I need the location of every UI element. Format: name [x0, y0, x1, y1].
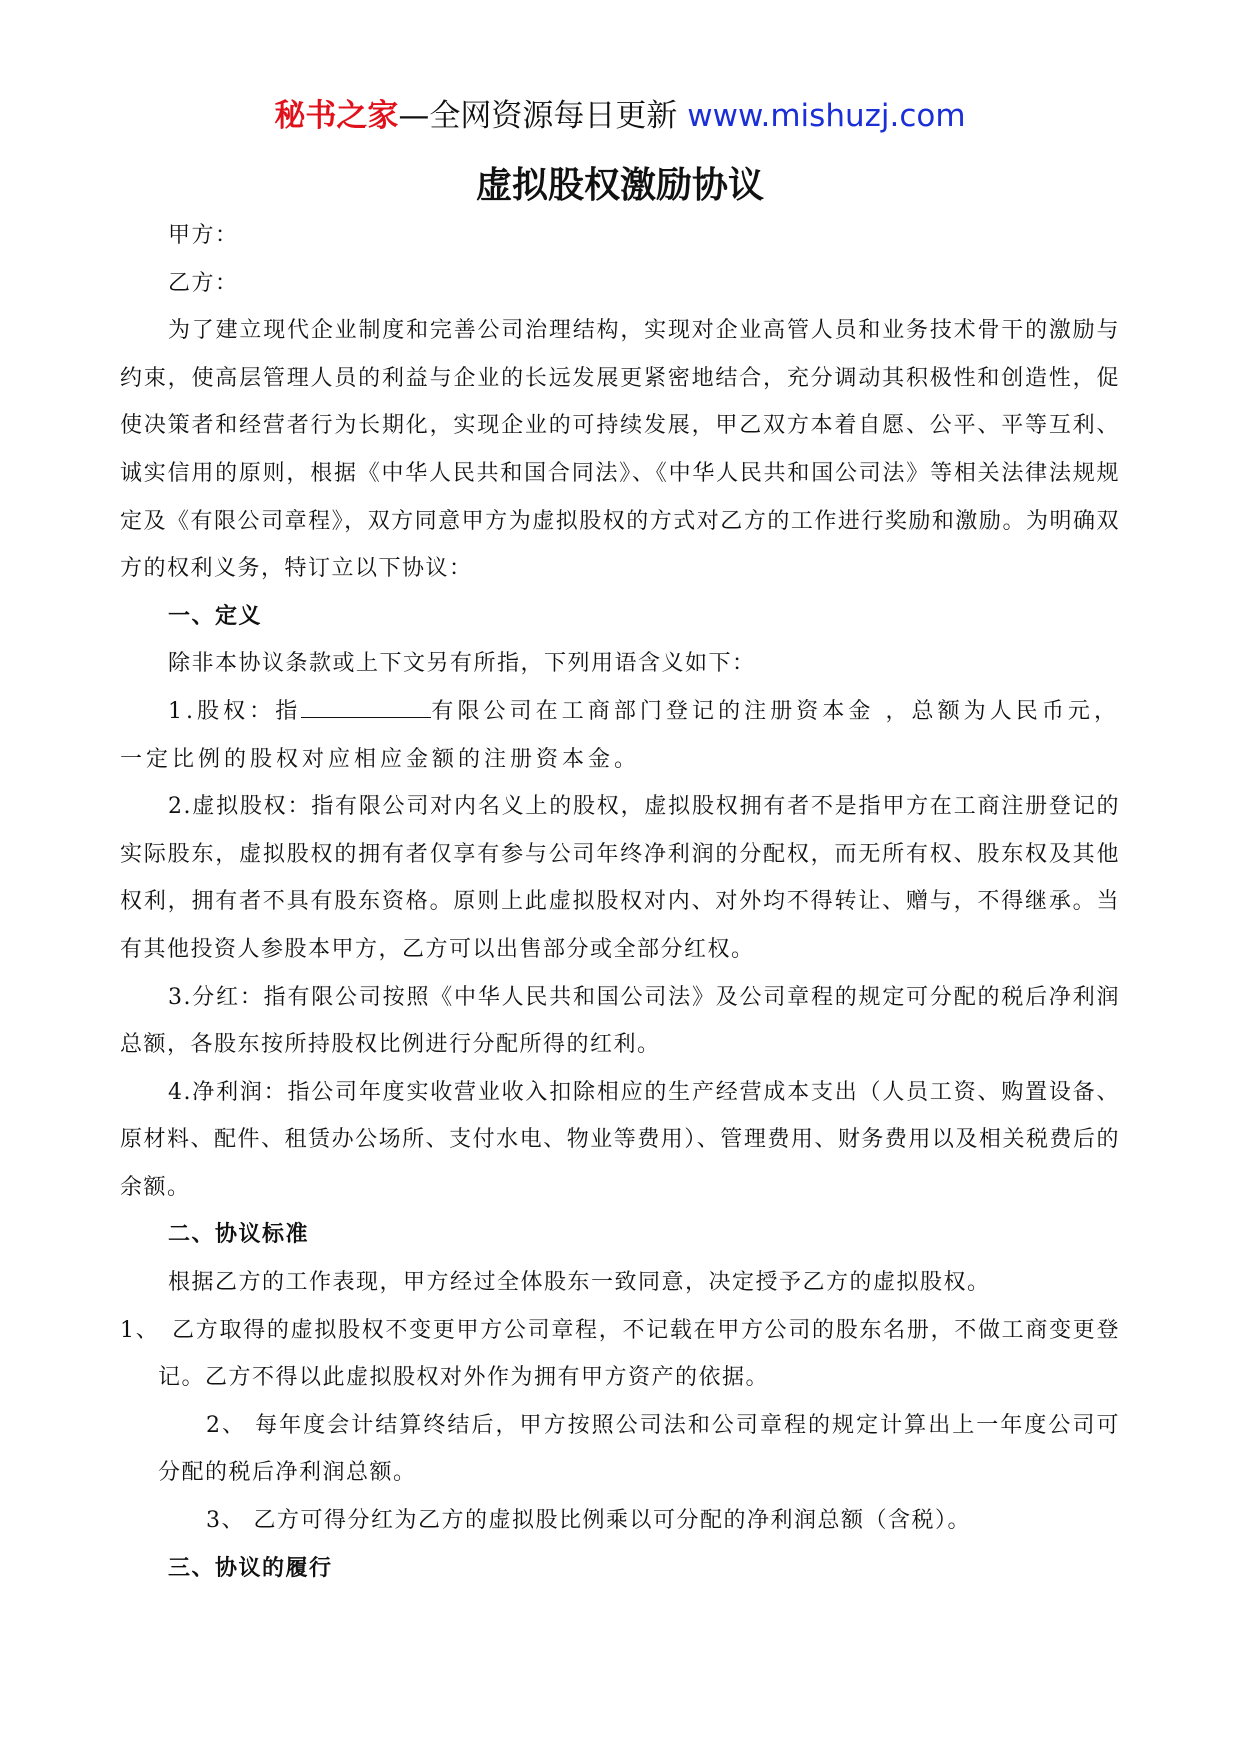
definition-net-profit: 4.净利润：指公司年度实收营业收入扣除相应的生产经营成本支出（人员工资、购置设备、原材料、配件、租赁办公场所、支付水电、物业等费用）、管理费用、财务费用以及相关税费后的余额。 — [120, 1079, 1120, 1200]
site-url-link[interactable]: www.mishuzj.com — [687, 98, 966, 134]
site-slogan: —全网资源每日更新 — [398, 98, 678, 134]
party-a-line: 甲方： — [168, 223, 239, 248]
site-banner — [0, 96, 1240, 136]
company-name-blank — [301, 691, 431, 718]
definition-equity-suffix: 有限公司在工商部门登记的注册资本金 ，总额为人民币元，一定比例的股权对应相应金额的注册资本金。 — [120, 698, 1120, 772]
section-2-item-3: 3、 乙方可得分红为乙方的虚拟股比例乘以可分配的净利润总额（含税）。 — [206, 1508, 971, 1534]
section-2-item-1: 1、 乙方取得的虚拟股权不变更甲方公司章程，不记载在甲方公司的股东名册，不做工商变更登记。乙方不得以此虚拟股权对外作为拥有甲方资产的依据。 — [120, 1317, 1120, 1391]
definition-dividend: 3.分红：指有限公司按照《中华人民共和国公司法》及公司章程的规定可分配的税后净利润总额，各股东按所持股权比例进行分配所得的红利。 — [120, 984, 1120, 1058]
section-1-intro: 除非本协议条款或上下文另有所指，下列用语含义如下： — [168, 651, 756, 677]
brand-name: 秘书之家 — [274, 98, 399, 134]
section-1-heading: 一、定义 — [168, 603, 263, 629]
definition-virtual-equity: 2.虚拟股权：指有限公司对内名义上的股权，虚拟股权拥有者不是指甲方在工商注册登记的实际股东，虚拟股权的拥有者仅享有参与公司年终净利润的分配权，而无所有权、股东权及其他权利，拥有者不具有股东资格。原则上此虚拟股权对内、对外均不得转让、赠与，不得继承。当有其他投资人参股本甲方，乙方可以出售部分或全部分红权。 — [120, 794, 1120, 962]
definition-equity-prefix: 1.股权：指 — [168, 698, 302, 724]
section-3-heading: 三、协议的履行 — [168, 1555, 333, 1581]
section-2-item-2: 2、 每年度会计结算终结后，甲方按照公司法和公司章程的规定计算出上一年度公司可分配的税后净利润总额。 — [158, 1412, 1120, 1486]
document-title: 虚拟股权激励协议 — [475, 165, 764, 206]
section-2-heading: 二、协议标准 — [168, 1222, 310, 1248]
section-2-intro: 根据乙方的工作表现，甲方经过全体股东一致同意，决定授予乙方的虚拟股权。 — [168, 1270, 991, 1296]
document-body — [120, 212, 1120, 1592]
party-b-line: 乙方： — [168, 270, 239, 296]
preamble-paragraph: 为了建立现代企业制度和完善公司治理结构，实现对企业高管人员和业务技术骨干的激励与约束，使高层管理人员的利益与企业的长远发展更紧密地结合，充分调动其积极性和创造性，促使决策者和经营者行为长期化，实现企业的可持续发展，甲乙双方本着自愿、公平、平等互利、诚实信用的原则，根据《中华人民共和国合同法》、《中华人民共和国公司法》等相关法律法规规定及《有限公司章程》，双方同意甲方为虚拟股权的方式对乙方的工作进行奖励和激励。为明确双方的权利义务，特订立以下协议： — [120, 318, 1120, 582]
definition-equity — [120, 688, 1120, 783]
